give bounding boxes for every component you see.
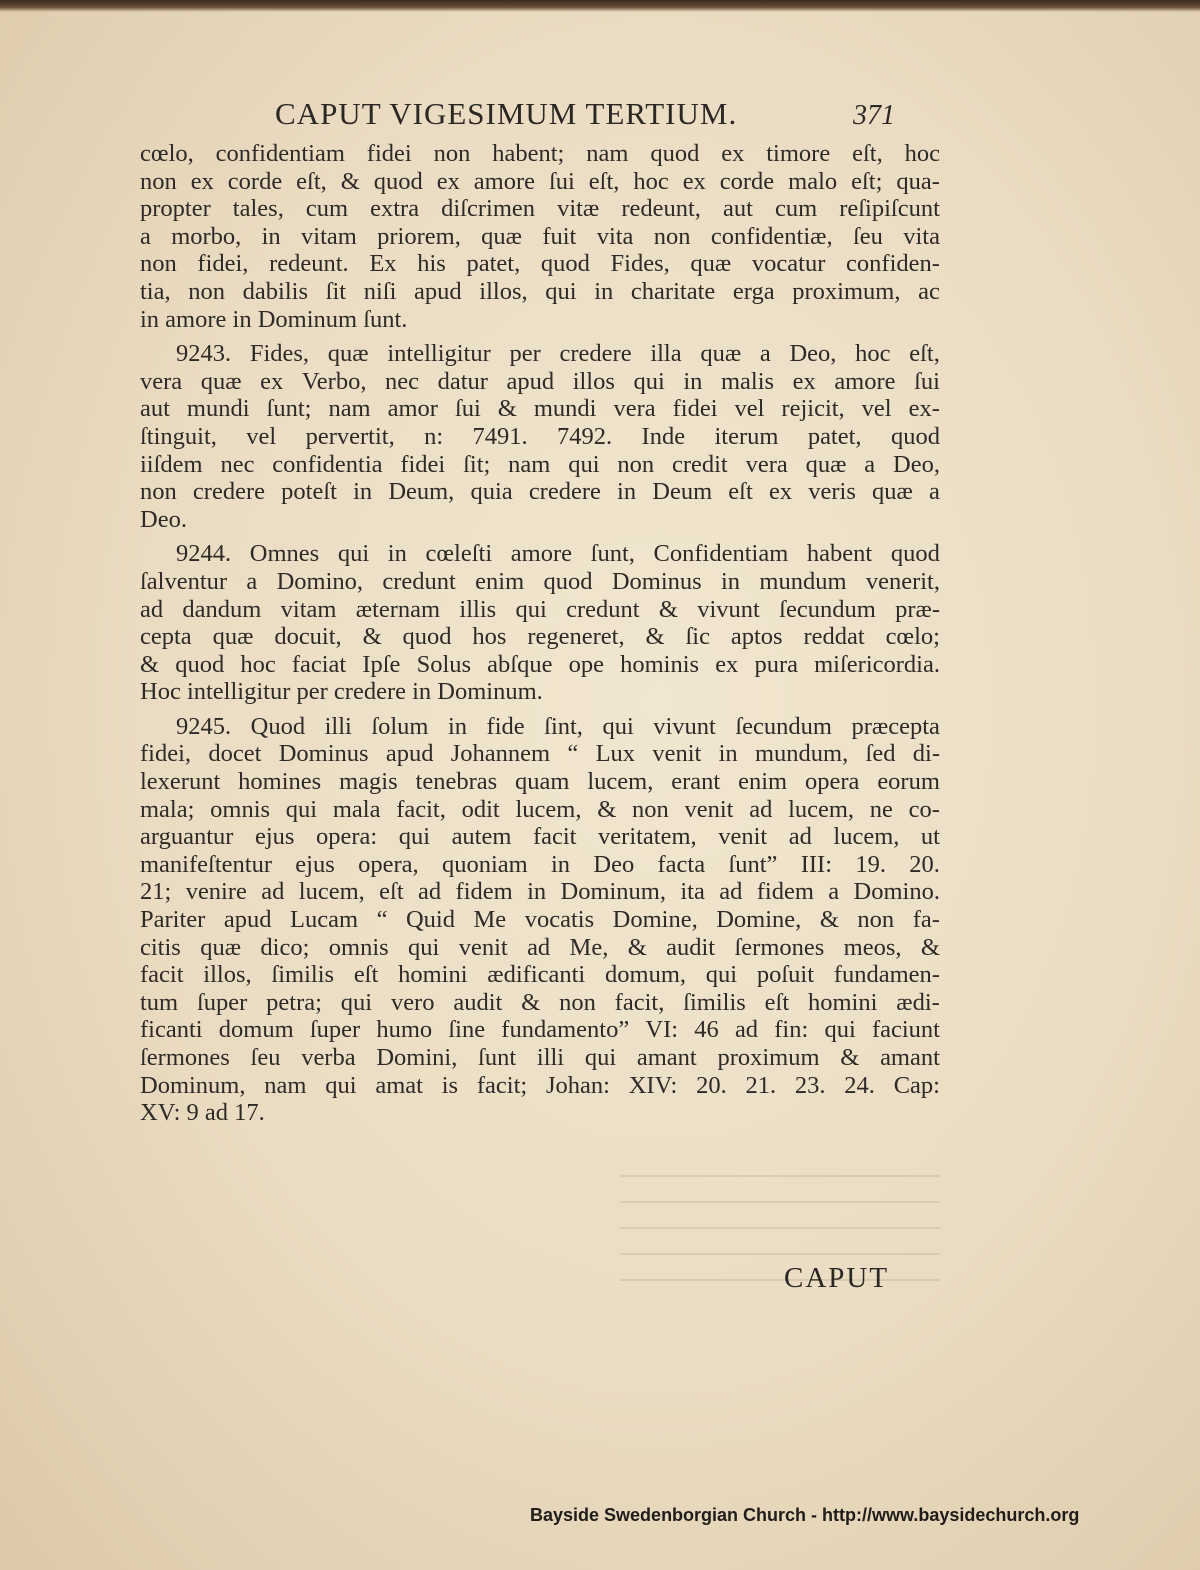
page-header xyxy=(140,92,940,142)
catchword: CAPUT xyxy=(784,1262,890,1294)
text-line: non credere poteſt in Deum, quia credere in Deum eſt ex veris quæ a xyxy=(140,478,940,506)
paragraph xyxy=(140,340,940,533)
text-line: XV: 9 ad 17. xyxy=(140,1099,265,1127)
text-line: ſalventur a Domino, credunt enim quod Dominus in mundum venerit, xyxy=(140,567,940,595)
running-head: CAPUT VIGESIMUM TERTIUM. xyxy=(275,96,738,131)
paragraph-gap xyxy=(140,706,940,713)
text-line: manifeſtentur ejus opera, quoniam in Deo facta ſunt” III: 19. 20. xyxy=(140,850,940,878)
text-line: Pariter apud Lucam “ Quid Me vocatis Domine, Domine, & non fa- xyxy=(140,906,940,934)
text-line: mala; omnis qui mala facit, odit lucem, & non venit ad lucem, ne co- xyxy=(140,795,940,823)
text-line: non fidei, redeunt. Ex his patet, quod Fides, quæ vocatur confiden- xyxy=(140,250,940,278)
text-line: tum ſuper petra; qui vero audit & non facit, ſimilis eſt homini ædi- xyxy=(140,988,940,1016)
paragraph xyxy=(140,540,940,706)
text-line: ad dandum vitam æternam illis qui credunt & vivunt ſecundum præ- xyxy=(140,595,940,623)
text-line: cœlo, confidentiam fidei non habent; nam quod ex timore eſt, hoc xyxy=(140,140,940,167)
text-line: Hoc intelligitur per credere in Dominum. xyxy=(140,678,543,706)
page-number: 371 xyxy=(853,100,895,131)
text-line: & quod hoc faciat Ipſe Solus abſque ope hominis ex pura miſericordia. xyxy=(140,650,940,678)
page-top-edge xyxy=(0,0,1200,12)
paragraph-gap xyxy=(140,333,940,340)
body-text xyxy=(140,140,940,1127)
text-line: 9244. Omnes qui in cœleſti amore ſunt, Confidentiam habent quod xyxy=(176,540,940,568)
text-line: in amore in Dominum ſunt. xyxy=(140,305,408,333)
text-line: ficanti domum ſuper humo ſine fundamento” VI: 46 ad fin: qui faciunt xyxy=(140,1016,940,1044)
text-line: iiſdem nec confidentia fidei ſit; nam qui non credit vera quæ a Deo, xyxy=(140,450,940,478)
text-line: ſermones ſeu verba Domini, ſunt illi qui amant proximum & amant xyxy=(140,1044,940,1071)
text-line: citis quæ dico; omnis qui venit ad Me, & audit ſermones meos, & xyxy=(140,933,940,961)
text-line: fidei, docet Dominus apud Johannem “ Lux venit in mundum, ſed di- xyxy=(140,740,940,768)
paragraph-gap xyxy=(140,533,940,540)
text-line: 21; venire ad lucem, eſt ad fidem in Dominum, ita ad fidem a Domino. xyxy=(140,878,940,906)
text-line: tia, non dabilis ſit niſi apud illos, qui in charitate erga proximum, ac xyxy=(140,277,940,305)
text-line: 9245. Quod illi ſolum in fide ſint, qui vivunt ſecundum præcepta xyxy=(176,712,940,740)
text-line: non ex corde eſt, & quod ex amore ſui eſt, hoc ex corde malo eſt; qua- xyxy=(140,167,940,195)
text-line: arguantur ejus opera: qui autem facit veritatem, venit ad lucem, ut xyxy=(140,823,940,851)
paragraph xyxy=(140,713,940,1127)
text-line: ſtinguit, vel pervertit, n: 7491. 7492. Inde iterum patet, quod xyxy=(140,422,940,450)
bleed-through-text xyxy=(620,1175,940,1305)
text-line: Deo. xyxy=(140,505,187,533)
text-line: a morbo, in vitam priorem, quæ fuit vita non confidentiæ, ſeu vita xyxy=(140,222,940,250)
text-line: facit illos, ſimilis eſt homini ædificanti domum, qui poſuit fundamen- xyxy=(140,961,940,989)
watermark-credit: Bayside Swedenborgian Church - http://www.baysidechurch.org xyxy=(530,1505,1080,1525)
paragraph xyxy=(140,140,940,333)
text-line: lexerunt homines magis tenebras quam lucem, erant enim opera eorum xyxy=(140,768,940,796)
text-line: aut mundi ſunt; nam amor ſui & mundi vera fidei vel rejicit, vel ex- xyxy=(140,395,940,423)
text-line: vera quæ ex Verbo, nec datur apud illos qui in malis ex amore ſui xyxy=(140,367,940,395)
text-line: Dominum, nam qui amat is facit; Johan: XIV: 20. 21. 23. 24. Cap: xyxy=(140,1071,940,1099)
text-line: cepta quæ docuit, & quod hos regeneret, & ſic aptos reddat cœlo; xyxy=(140,623,940,651)
text-line: propter tales, cum extra diſcrimen vitæ redeunt, aut cum reſipiſcunt xyxy=(140,195,940,223)
text-line: 9243. Fides, quæ intelligitur per credere illa quæ a Deo, hoc eſt, xyxy=(176,340,940,368)
